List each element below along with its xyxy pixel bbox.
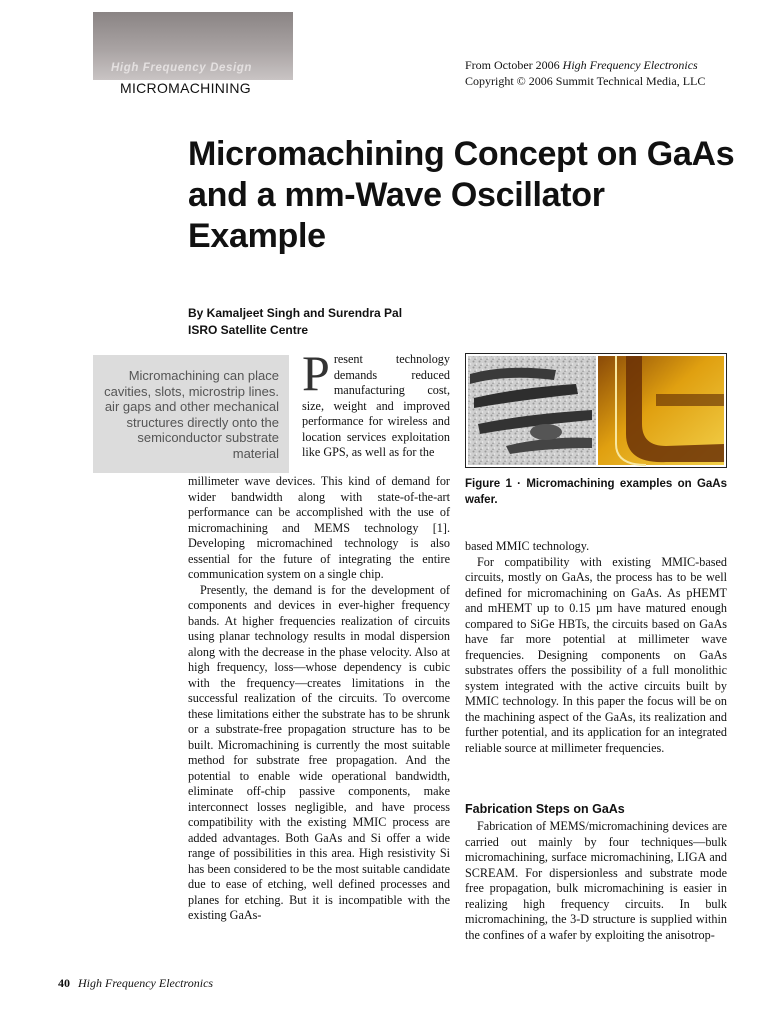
page-number: 40 xyxy=(58,976,70,990)
column-left xyxy=(188,474,450,924)
section-heading: Fabrication Steps on GaAs xyxy=(465,802,625,816)
body-paragraph: Fabrication of MEMS/micromachining devices are carried out mainly by four techniques—bulk micromachining, surface micromachining, LIGA and SCREAM. For dispersionless and substrate mode free propagation, bulk micromachining is easier in realizing high frequency circuits. In bulk micromachining, the 3-D structure is supplied within the confines of a wafer by exploiting the anisotrop- xyxy=(465,819,727,942)
page-footer xyxy=(58,976,213,991)
column-right-continued xyxy=(465,819,727,943)
pull-quote-box xyxy=(93,355,289,473)
figure-caption: Figure 1 · Micromachining examples on GaAs wafer. xyxy=(465,478,727,506)
body-paragraph: Presently, the demand is for the development of components and devices in ever-higher frequency bands. At higher frequencies realization of circuits using planar technology results in modal dispersion along with the decrease in the phase velocity. Also at high frequency, loss—whose dependency is cubic with the frequency—creates limitations in the successful realization of the circuits. To overcome these limitations either the substrate has to be shrunk or a substrate-free propagation structure has to be built. Micromachining is currently the most suitable method for substrate free propagation. And the potential to enable wide operational bandwidth, eliminate off-chip passive components, make interconnect losses negligible, and have process compatibility with the existing MMIC process are added advantages. Both GaAs and Si offer a wide range of possibilities in this area. High resistivity Si has been considered to be the most suitable candidate due to ease of etching, well defined processes and planes for etching. But it is incompatible with the existing GaAs- xyxy=(188,582,450,922)
figure-image xyxy=(465,353,727,468)
body-paragraph: For compatibility with existing MMIC-based circuits, mostly on GaAs, the process has to be well defined for micromachining on GaAs. As pHEMT and mHEMT up to 0.15 µm have matured enough compared to SiGe HBTs, the circuits based on GaAs have far more potential at millimeter wave frequencies. Designing components on GaAs substrates offers the possibility of a full monolithic system integrated with the active circuits built by MMIC technology. In this paper the focus will be on the machining aspect of the GaAs, its realization and further potential, and its application for an integrated reliable source at millimeter frequencies. xyxy=(465,554,727,755)
section-label: High Frequency Design xyxy=(111,62,253,74)
intro-paragraph xyxy=(302,345,450,461)
article-title: Micromachining Concept on GaAs and a mm-Wave Oscillator Example xyxy=(188,135,735,255)
pubinfo-magazine: High Frequency Electronics xyxy=(562,58,698,72)
byline xyxy=(188,305,402,339)
body-paragraph: based MMIC technology. xyxy=(465,539,590,553)
pubinfo-prefix: From October 2006 xyxy=(465,58,563,72)
footer-magazine: High Frequency Electronics xyxy=(78,976,214,990)
pubinfo-copyright: Copyright © 2006 Summit Technical Media, LLC xyxy=(465,74,706,88)
pull-quote-text: Micromachining can place cavities, slots, microstrip lines. air gaps and other mechanical structures directly onto the semiconductor substrate material xyxy=(104,368,279,461)
byline-authors: By Kamaljeet Singh and Surendra Pal xyxy=(188,306,403,320)
body-paragraph: millimeter wave devices. This kind of demand for wider bandwidth along with state-of-the-art performance can be accomplished with the use of micromachining and MEMS technology [1]. Developing micromachined technology is also essential for the future of integrating the entire communication system on a single chip. xyxy=(188,474,450,581)
publication-info xyxy=(465,57,705,89)
section-subtitle: MICROMACHINING xyxy=(120,80,251,96)
column-right xyxy=(465,539,727,756)
drop-cap: P xyxy=(302,345,330,401)
byline-affiliation: ISRO Satellite Centre xyxy=(188,323,309,337)
figure-photos xyxy=(466,354,726,467)
intro-text: resent technology demands reduced manufacturing cost, size, weight and improved performance for wireless and location services exploitation like GPS, as well as for the xyxy=(302,352,450,459)
